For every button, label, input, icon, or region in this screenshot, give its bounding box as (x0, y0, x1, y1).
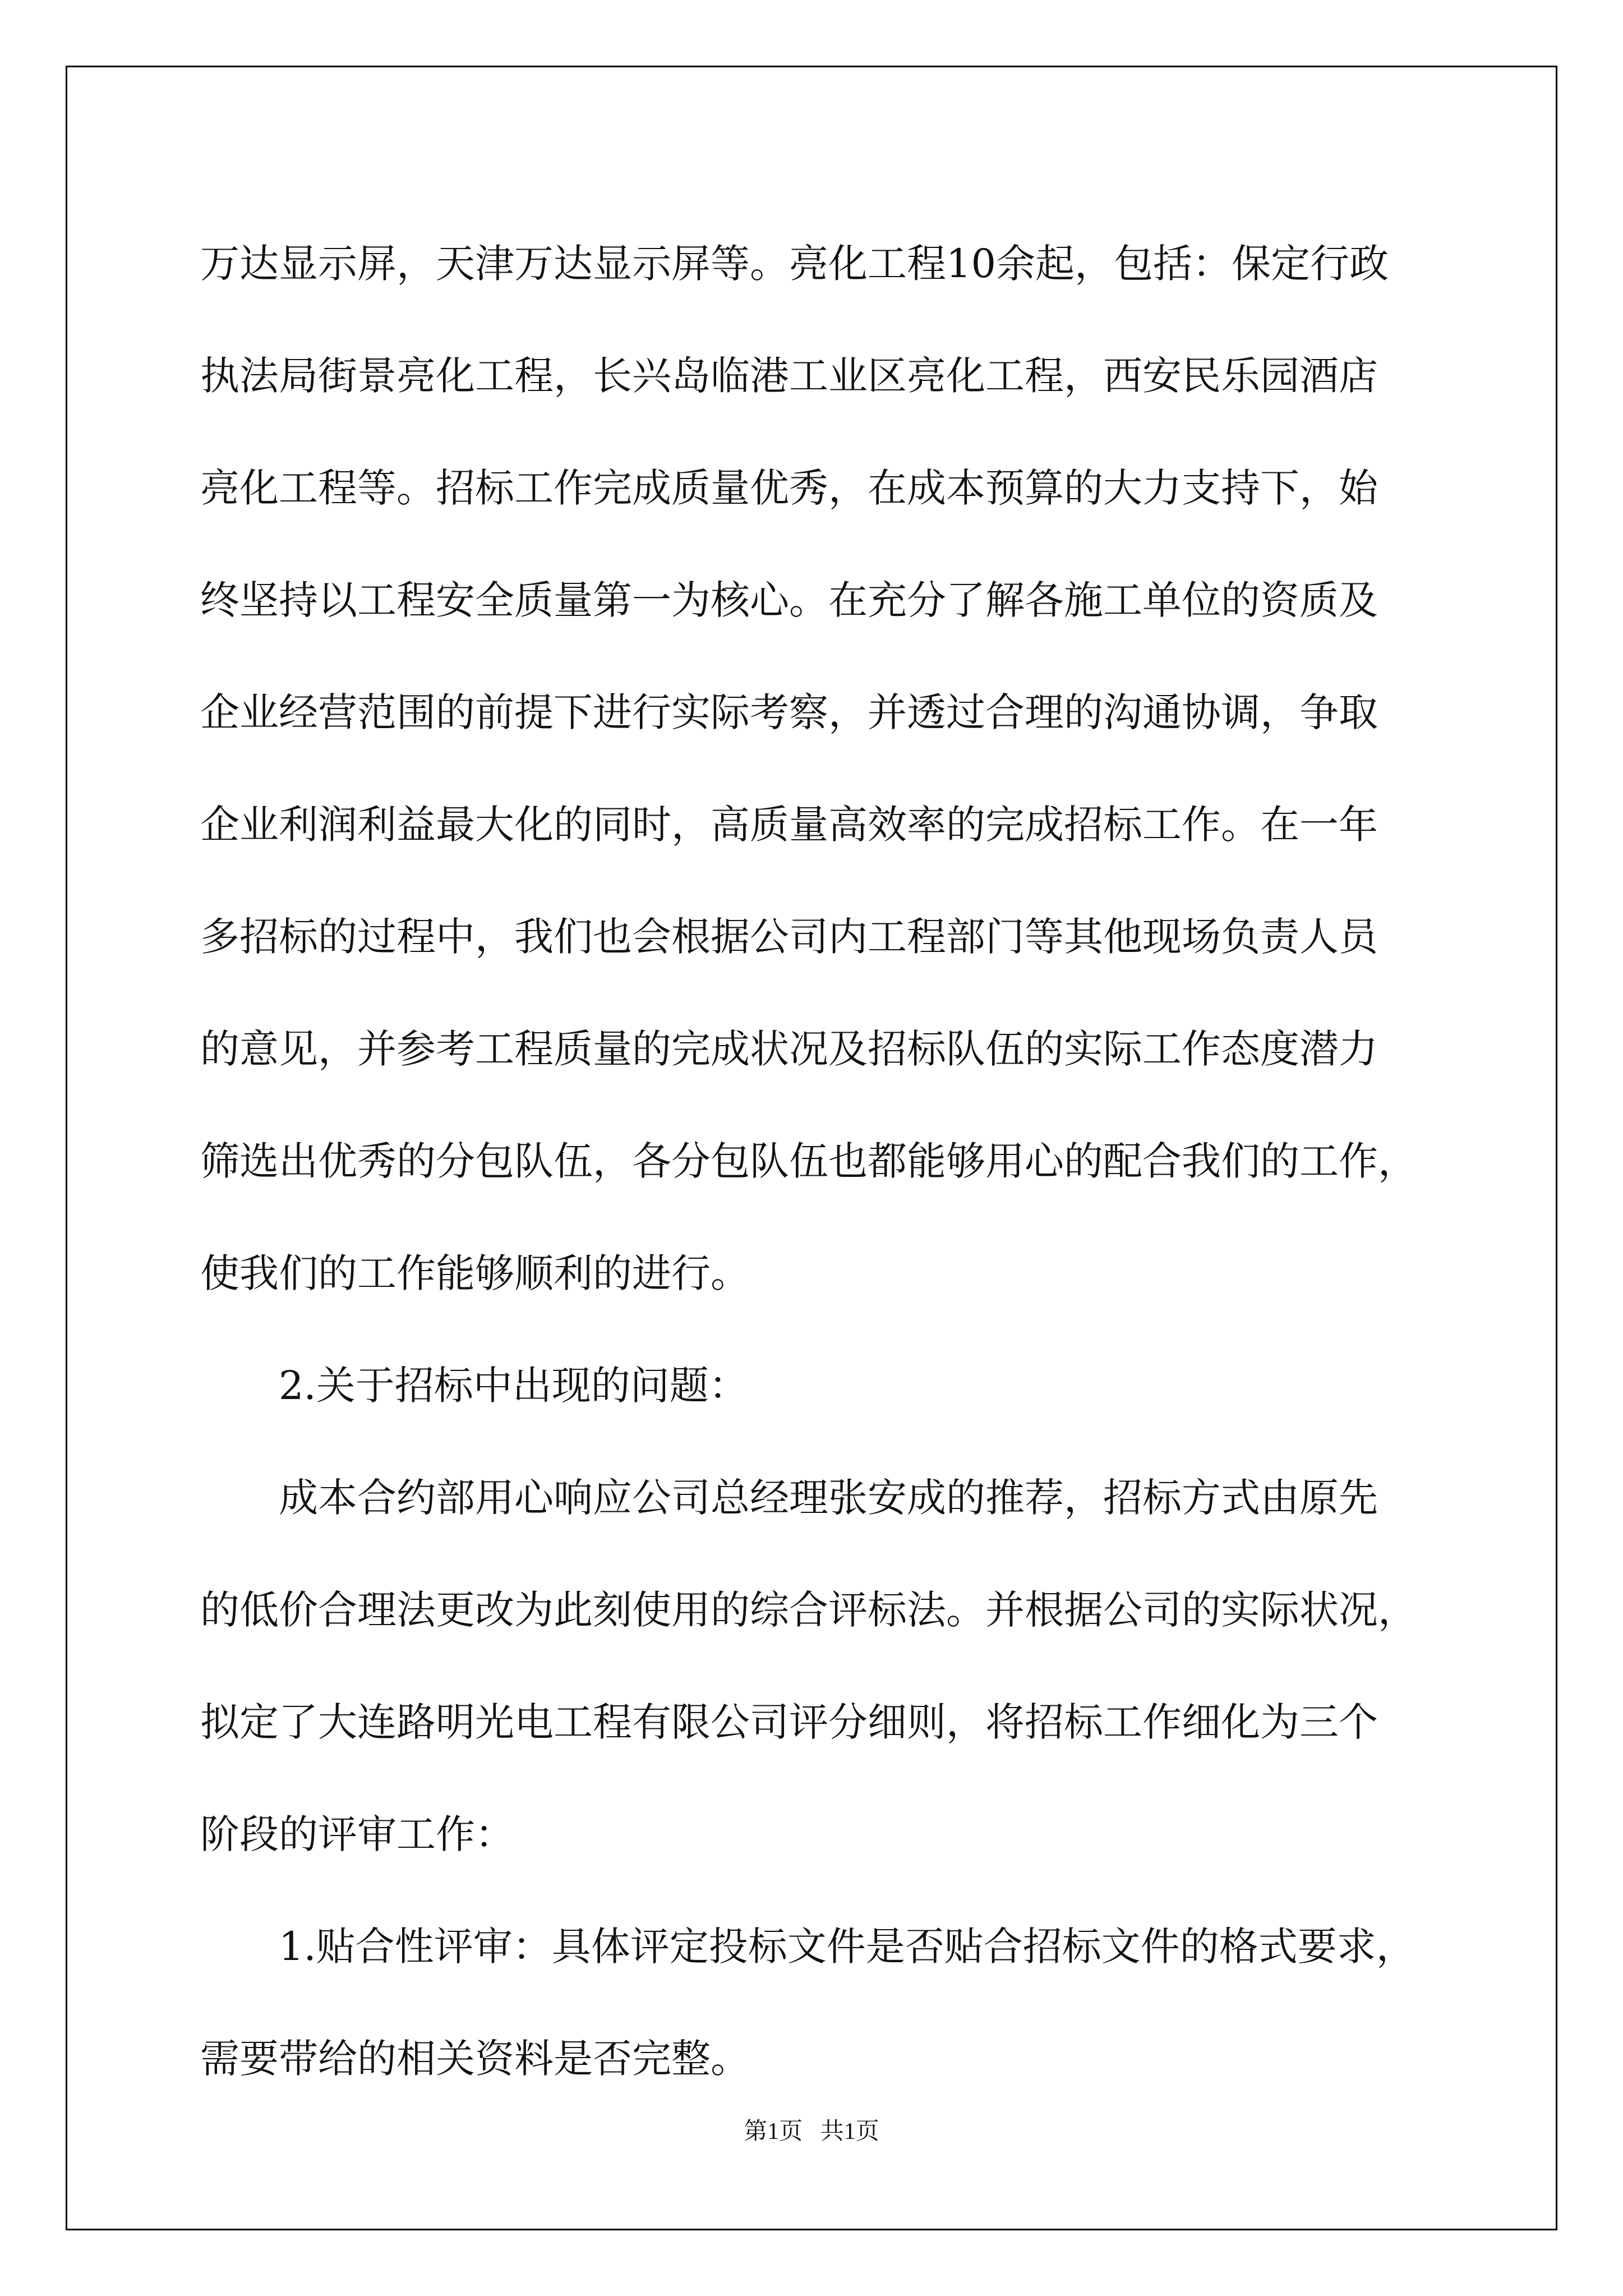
paragraph-line: 使我们的工作能够顺利的进行。 (200, 1250, 750, 1296)
paragraph-line: 成本合约部用心响应公司总经理张安成的推荐，招标方式由原先 (279, 1475, 1378, 1521)
paragraph-line: 万达显示屏，天津万达显示屏等。亮化工程10余起，包括：保定行政 (200, 241, 1389, 287)
paragraph-line: 执法局街景亮化工程，长兴岛临港工业区亮化工程，西安民乐园酒店 (200, 353, 1378, 399)
document-body (200, 208, 1428, 2115)
paragraph-line: 的意见，并参考工程质量的完成状况及招标队伍的实际工作态度潜力 (200, 1026, 1378, 1072)
paragraph-line: 多招标的过程中，我们也会根据公司内工程部门等其他现场负责人员 (200, 914, 1378, 960)
paragraph-line: 企业利润利益最大化的同时，高质量高效率的完成招标工作。在一年 (200, 802, 1378, 848)
paragraph-line: 需要带给的相关资料是否完整。 (200, 2036, 750, 2082)
paragraph-line: 阶段的评审工作： (200, 1811, 514, 1857)
paragraph-line: 亮化工程等。招标工作完成质量优秀，在成本预算的大力支持下，始 (200, 465, 1378, 511)
paragraph-line: 的低价合理法更改为此刻使用的综合评标法。并根据公司的实际状况， (200, 1587, 1417, 1633)
paragraph-line: 筛选出优秀的分包队伍，各分包队伍也都能够用心的配合我们的工作， (200, 1138, 1417, 1184)
list-item-line: 1.贴合性评审：具体评定投标文件是否贴合招标文件的格式要求， (279, 1924, 1415, 1970)
paragraph-line: 终坚持以工程安全质量第一为核心。在充分了解各施工单位的资质及 (200, 577, 1378, 623)
page-number-footer: 第1页 共1页 (744, 2119, 879, 2145)
paragraph-line: 企业经营范围的前提下进行实际考察，并透过合理的沟通协调，争取 (200, 689, 1378, 735)
paragraph-line: 拟定了大连路明光电工程有限公司评分细则，将招标工作细化为三个 (200, 1699, 1378, 1745)
section-heading: 2.关于招标中出现的问题： (279, 1363, 748, 1409)
